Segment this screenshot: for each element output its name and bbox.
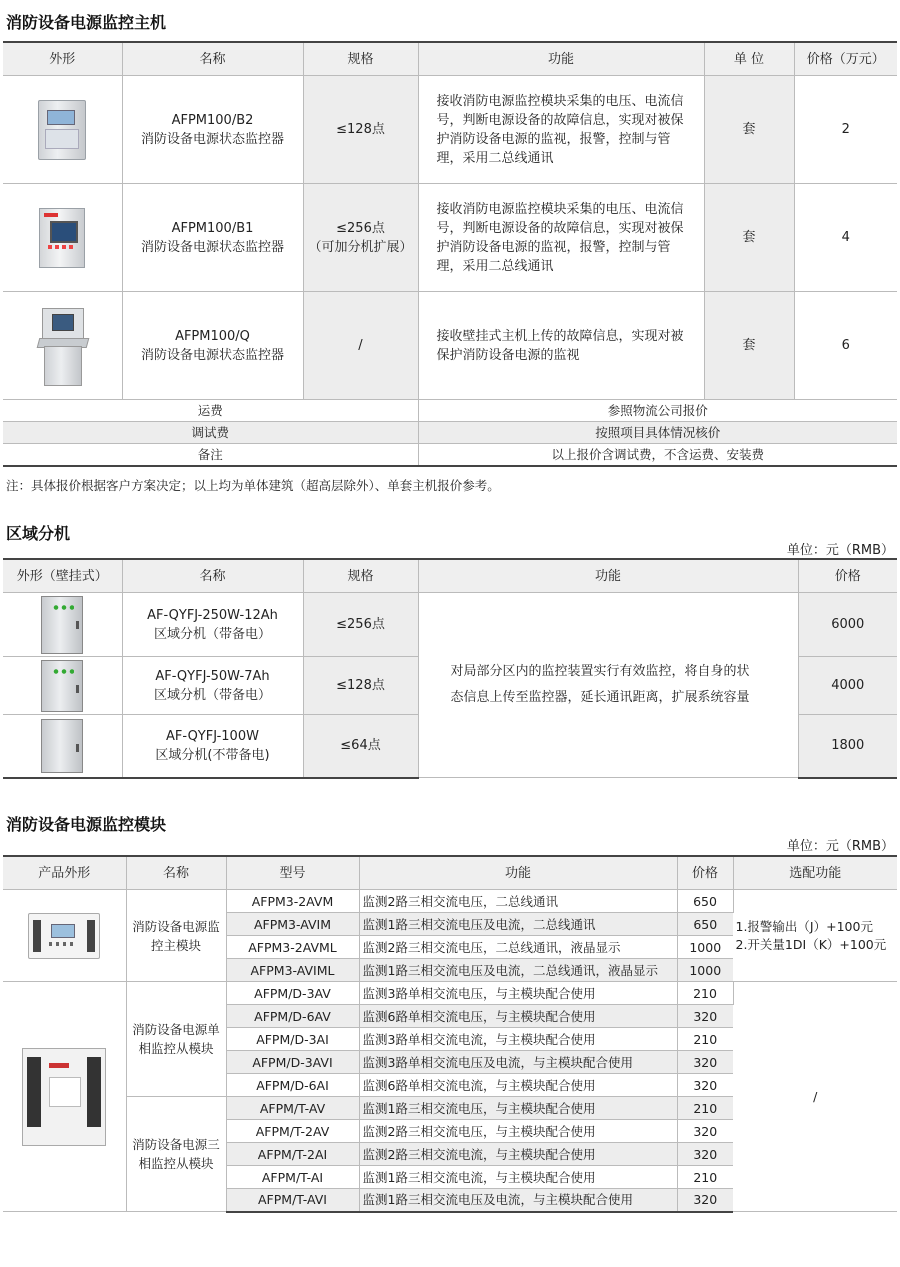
product-name: 消防设备电源状态监控器 — [140, 131, 284, 147]
product-name: 区域分机（带备电） — [153, 687, 271, 703]
table-row — [3, 982, 897, 1005]
header-price: 价格 — [798, 559, 897, 593]
product-image — [3, 890, 126, 982]
product-image — [3, 657, 122, 715]
product-spec: ≤128点 — [303, 657, 418, 715]
product-image — [3, 593, 122, 657]
wall-box-image — [41, 660, 83, 712]
product-image — [3, 292, 122, 400]
module-model: AFPM3-2AVM — [226, 890, 359, 913]
zone-unit-label: 单位：元（RMB） — [786, 543, 894, 558]
fee-value: 参照物流公司报价 — [418, 400, 897, 422]
host-table — [3, 41, 897, 467]
header-options: 选配功能 — [733, 856, 897, 890]
product-spec: ≤256点 — [336, 220, 385, 236]
product-price: 6000 — [798, 593, 897, 657]
header-function: 功能 — [418, 559, 798, 593]
header-function: 功能 — [359, 856, 677, 890]
option-switch-input: 2.开关量1DI（K）+100元 — [735, 936, 887, 952]
product-price: 6 — [794, 292, 897, 400]
module-model: AFPM/D-6AI — [226, 1074, 359, 1097]
module-function: 监测2路三相交流电流，与主模块配合使用 — [359, 1143, 677, 1166]
group-name: 消防设备电源单相监控从模块 — [126, 982, 226, 1097]
module-price: 320 — [677, 1143, 733, 1166]
section-title-module: 消防设备电源监控模块 — [6, 815, 167, 834]
module-model: AFPM3-2AVML — [226, 936, 359, 959]
module-model: AFPM/T-2AI — [226, 1143, 359, 1166]
module-function: 监测2路三相交流电压，二总线通讯 — [359, 890, 677, 913]
product-model: AF-QYFJ-100W — [166, 728, 259, 744]
header-model: 型号 — [226, 856, 359, 890]
product-name: 消防设备电源状态监控器 — [140, 239, 284, 255]
product-function: 接收消防电源监控模块采集的电压、电流信号，判断电源设备的故障信息，实现对被保护消防设备电源的监视，报警，控制与管理，采用二总线通讯 — [418, 76, 704, 184]
group-name: 消防设备电源三相监控从模块 — [126, 1097, 226, 1212]
main-module-options — [733, 890, 897, 982]
product-spec: / — [303, 292, 418, 400]
module-price: 210 — [677, 1097, 733, 1120]
product-name: 区域分机(不带备电) — [155, 747, 270, 763]
table-row — [3, 292, 897, 400]
main-module-image — [28, 913, 100, 959]
module-model: AFPM/D-6AV — [226, 1005, 359, 1028]
module-model: AFPM/D-3AV — [226, 982, 359, 1005]
header-price: 价格 — [677, 856, 733, 890]
product-image — [3, 982, 126, 1212]
module-price: 320 — [677, 1074, 733, 1097]
module-model: AFPM3-AVIM — [226, 913, 359, 936]
header-shape: 产品外形 — [3, 856, 126, 890]
product-model: AFPM100/B2 — [171, 112, 254, 128]
product-price: 4 — [794, 184, 897, 292]
module-table — [3, 855, 897, 1213]
product-spec: ≤256点 — [303, 593, 418, 657]
console-image — [36, 308, 88, 384]
product-model: AFPM100/B1 — [171, 220, 254, 236]
module-function: 监测1路三相交流电流，与主模块配合使用 — [359, 1166, 677, 1189]
module-function: 监测1路三相交流电压，与主模块配合使用 — [359, 1097, 677, 1120]
section-title-host: 消防设备电源监控主机 — [6, 13, 167, 32]
module-price: 320 — [677, 1189, 733, 1212]
module-model: AFPM/T-AI — [226, 1166, 359, 1189]
product-model: AF-QYFJ-250W-12Ah — [147, 607, 278, 623]
wall-box-image — [41, 719, 83, 773]
product-function: 接收消防电源监控模块采集的电压、电流信号，判断电源设备的故障信息，实现对被保护消防设备电源的监视，报警，控制与管理，采用二总线通讯 — [418, 184, 704, 292]
zone-table — [3, 558, 897, 779]
module-model: AFPM3-AVIML — [226, 959, 359, 982]
header-function: 功能 — [418, 42, 704, 76]
product-image — [3, 184, 122, 292]
product-image — [3, 715, 122, 778]
product-function: 接收壁挂式主机上传的故障信息，实现对被保护消防设备电源的监视 — [418, 292, 704, 400]
product-unit: 套 — [704, 184, 794, 292]
host-note: 注：具体报价根据客户方案决定；以上均为单体建筑（超高层除外）、单套主机报价参考。 — [6, 478, 500, 493]
fee-row — [3, 422, 897, 444]
group-name: 消防设备电源监控主模块 — [126, 890, 226, 982]
fee-label: 调试费 — [3, 422, 418, 444]
product-price: 2 — [794, 76, 897, 184]
module-price: 210 — [677, 1166, 733, 1189]
table-row — [3, 76, 897, 184]
module-function: 监测1路三相交流电压及电流，二总线通讯，液晶显示 — [359, 959, 677, 982]
module-function: 监测2路三相交流电压，二总线通讯，液晶显示 — [359, 936, 677, 959]
module-price: 320 — [677, 1051, 733, 1074]
module-function: 监测3路单相交流电压及电流，与主模块配合使用 — [359, 1051, 677, 1074]
product-unit: 套 — [704, 292, 794, 400]
module-price: 210 — [677, 1028, 733, 1051]
wall-box-image — [41, 596, 83, 654]
module-model: AFPM/T-2AV — [226, 1120, 359, 1143]
module-model: AFPM/D-3AI — [226, 1028, 359, 1051]
product-spec: ≤64点 — [303, 715, 418, 778]
table-row — [3, 593, 897, 657]
header-shape: 外形 — [3, 42, 122, 76]
fee-value: 按照项目具体情况核价 — [418, 422, 897, 444]
slave-module-options: / — [733, 982, 897, 1212]
fee-label: 备注 — [3, 444, 418, 467]
module-price: 650 — [677, 913, 733, 936]
module-model: AFPM/T-AVI — [226, 1189, 359, 1212]
product-name: 区域分机（带备电） — [153, 626, 271, 642]
header-name: 名称 — [126, 856, 226, 890]
option-alarm-output: 1.报警输出（J）+100元 — [735, 918, 873, 934]
module-function: 监测2路三相交流电压，与主模块配合使用 — [359, 1120, 677, 1143]
header-unit: 单 位 — [704, 42, 794, 76]
slave-module-image — [22, 1048, 106, 1146]
module-function: 监测3路单相交流电流，与主模块配合使用 — [359, 1028, 677, 1051]
module-function: 监测1路三相交流电压及电流，二总线通讯 — [359, 913, 677, 936]
module-function: 监测1路三相交流电压及电流，与主模块配合使用 — [359, 1189, 677, 1212]
fee-row — [3, 400, 897, 422]
fee-label: 运费 — [3, 400, 418, 422]
module-price: 320 — [677, 1005, 733, 1028]
module-function: 监测6路单相交流电压，与主模块配合使用 — [359, 1005, 677, 1028]
fee-row — [3, 444, 897, 467]
table-row — [3, 890, 897, 913]
product-price: 1800 — [798, 715, 897, 778]
product-spec-note: （可加分机扩展） — [308, 239, 413, 255]
product-unit: 套 — [704, 76, 794, 184]
module-model: AFPM/D-3AVI — [226, 1051, 359, 1074]
product-model: AFPM100/Q — [175, 328, 250, 344]
touchscreen-cabinet-image — [39, 208, 85, 268]
fee-value: 以上报价含调试费，不含运费、安装费 — [418, 444, 897, 467]
module-price: 650 — [677, 890, 733, 913]
monitor-cabinet-image — [38, 100, 86, 160]
module-price: 1000 — [677, 959, 733, 982]
header-name: 名称 — [122, 42, 303, 76]
header-price: 价格（万元） — [794, 42, 897, 76]
header-spec: 规格 — [303, 42, 418, 76]
header-spec: 规格 — [303, 559, 418, 593]
module-price: 320 — [677, 1120, 733, 1143]
zone-function: 对局部分区内的监控装置实行有效监控，将自身的状态信息上传至监控器，延长通讯距离，扩展系统容量 — [418, 593, 798, 778]
product-name: 消防设备电源状态监控器 — [140, 347, 284, 363]
product-price: 4000 — [798, 657, 897, 715]
table-row — [3, 184, 897, 292]
product-spec: ≤128点 — [303, 76, 418, 184]
module-unit-label: 单位：元（RMB） — [786, 839, 894, 854]
header-shape: 外形（壁挂式） — [3, 559, 122, 593]
module-model: AFPM/T-AV — [226, 1097, 359, 1120]
product-model: AF-QYFJ-50W-7Ah — [155, 668, 270, 684]
module-price: 1000 — [677, 936, 733, 959]
module-function: 监测6路单相交流电流，与主模块配合使用 — [359, 1074, 677, 1097]
section-title-zone: 区域分机 — [6, 524, 71, 543]
module-function: 监测3路单相交流电压，与主模块配合使用 — [359, 982, 677, 1005]
product-image — [3, 76, 122, 184]
header-name: 名称 — [122, 559, 303, 593]
module-price: 210 — [677, 982, 733, 1005]
